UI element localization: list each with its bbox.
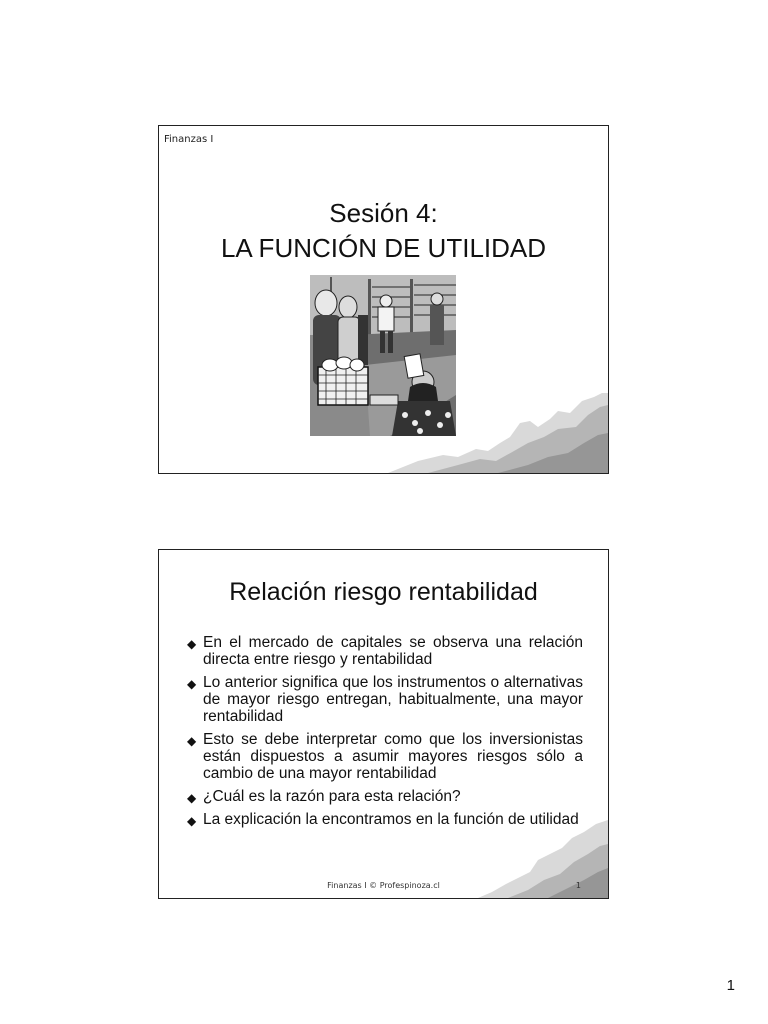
diamond-bullet-icon: ◆: [187, 791, 197, 805]
slide-header: Finanzas I: [164, 134, 214, 145]
slide-title: Relación riesgo rentabilidad: [229, 578, 538, 606]
list-item: ◆ ¿Cuál es la razón para esta relación?: [187, 788, 461, 805]
diamond-bullet-icon: ◆: [187, 637, 197, 651]
title-line-1: Sesión 4:: [329, 198, 438, 228]
slide-title: [159, 196, 608, 266]
slide-footer: Finanzas I © Profespinoza.cl: [327, 881, 440, 890]
slide-1: [158, 125, 609, 474]
list-item: ◆ Esto se debe interpretar como que los inversionistas están dispuestos a asumir mayores riesgos sólo a cambio de una mayor rentabilidad: [187, 731, 583, 782]
bullet-list: [187, 634, 583, 834]
title-line-2: LA FUNCIÓN DE UTILIDAD: [220, 233, 547, 263]
mountain-decoration-icon: [388, 393, 608, 473]
list-item: ◆ Lo anterior significa que los instrumentos o alternativas de mayor riesgo entregan, habitualmente, una mayor rentabilidad: [187, 674, 583, 725]
slide-2: [158, 549, 609, 899]
diamond-bullet-icon: ◆: [187, 734, 197, 748]
page-number: 1: [726, 977, 735, 994]
diamond-bullet-icon: ◆: [187, 677, 197, 691]
diamond-bullet-icon: ◆: [187, 814, 197, 828]
slide-number: 1: [575, 881, 581, 890]
list-item: ◆ La explicación la encontramos en la función de utilidad: [187, 811, 579, 828]
list-item: ◆ En el mercado de capitales se observa una relación directa entre riesgo y rentabilidad: [187, 634, 583, 668]
